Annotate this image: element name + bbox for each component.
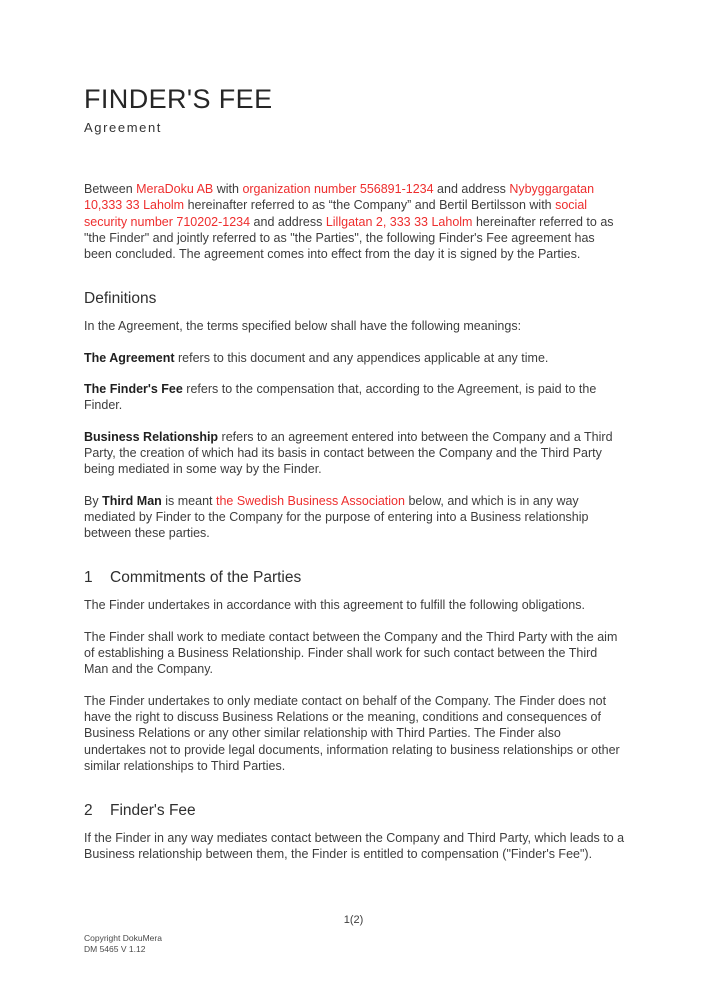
paragraph — [84, 629, 625, 678]
bold-text: The Finder's Fee — [84, 382, 183, 397]
paragraph — [84, 381, 625, 414]
document-title: FINDER'S FEE — [84, 84, 273, 114]
paragraph — [84, 830, 625, 863]
section-title: Commitments of the Parties — [110, 569, 302, 587]
body-text: below, and which is in any way mediated by Finder to the Company for the purpose of entering into a Business relationship between these parties. — [84, 493, 589, 541]
body-text: is meant — [161, 493, 216, 508]
section-title: Finder's Fee — [110, 802, 196, 820]
highlighted-text: Nybyggargatan 10,333 33 Laholm — [84, 182, 595, 213]
body-text: By — [84, 493, 103, 508]
body-text: and address — [433, 182, 510, 196]
bold-text: The Agreement — [84, 350, 175, 365]
bold-text: Business Relationship — [84, 429, 219, 444]
footer-copyright: Copyright DokuMera — [84, 933, 162, 943]
section-title: Definitions — [84, 290, 157, 308]
body-text: The Finder shall work to mediate contact between the Company and the Third Party with the aim of establishing a Business Relationship. Finder shall work for such contact between the Third Man and the Company. — [84, 629, 618, 677]
document-subtitle: Agreement — [84, 120, 162, 135]
body-text: hereinafter referred to as “the Company” and Bertil Bertilsson with — [184, 198, 556, 213]
page-number: 1(2) — [343, 914, 364, 926]
body-text: If the Finder in any way mediates contact between the Company and Third Party, which leads to a Business relationship between them, the Finder is entitled to compensation ("Finder's Fee"). — [84, 831, 625, 862]
paragraph — [84, 493, 625, 542]
body-text: The Finder undertakes in accordance with this agreement to fulfill the following obligations. — [84, 598, 585, 613]
body-text: hereinafter referred to as "the Finder" and jointly referred to as "the Parties", the following Finder's Fee agreement has been concluded. The agreement comes into effect from the day it is signed by the Parties. — [84, 214, 614, 262]
body-text: and address — [250, 214, 326, 229]
body-text: refers to the compensation that, according to the Agreement, is paid to the Finder. — [84, 382, 597, 413]
body-text: Between — [84, 182, 137, 196]
section-heading — [84, 801, 625, 821]
highlighted-text: Lillgatan 2, 333 33 Laholm — [325, 214, 473, 229]
body-text: In the Agreement, the terms specified below shall have the following meanings: — [84, 319, 522, 334]
paragraph — [84, 429, 625, 478]
footer-version: DM 5465 V 1.12 — [84, 944, 146, 954]
highlighted-text: the Swedish Business Association — [215, 493, 405, 508]
document-body — [84, 181, 625, 863]
paragraph — [84, 693, 625, 774]
highlighted-text: MeraDoku AB — [136, 182, 214, 196]
section-number: 2 — [84, 802, 93, 820]
paragraph — [84, 597, 625, 613]
paragraph — [84, 350, 625, 366]
paragraph — [84, 318, 625, 334]
body-text: The Finder undertakes to only mediate contact on behalf of the Company. The Finder does not have the right to discuss Business Relations or the meaning, conditions and consequences of Business Relations or any other similar relationship with Third Parties. The Finder also undertakes not to provide legal documents, information relating to business relationships or other similar relationships to Third Parties. — [84, 693, 620, 773]
highlighted-text: organization number 556891-1234 — [242, 182, 434, 196]
section-number: 1 — [84, 569, 93, 587]
bold-text: Third Man — [102, 493, 162, 508]
section-heading — [84, 568, 625, 588]
body-text: with — [213, 182, 243, 196]
highlighted-text: social security number 710202-1234 — [84, 198, 588, 229]
footer-info — [84, 933, 162, 955]
document-content — [84, 84, 625, 878]
section-heading — [84, 289, 625, 309]
paragraph — [84, 181, 625, 262]
body-text: refers to an agreement entered into between the Company and a Third Party, the creation of which had its basis in contact between the Company and the Third Party being mediated in some way by the Finder. — [84, 429, 613, 477]
body-text: refers to this document and any appendices applicable at any time. — [174, 350, 549, 365]
